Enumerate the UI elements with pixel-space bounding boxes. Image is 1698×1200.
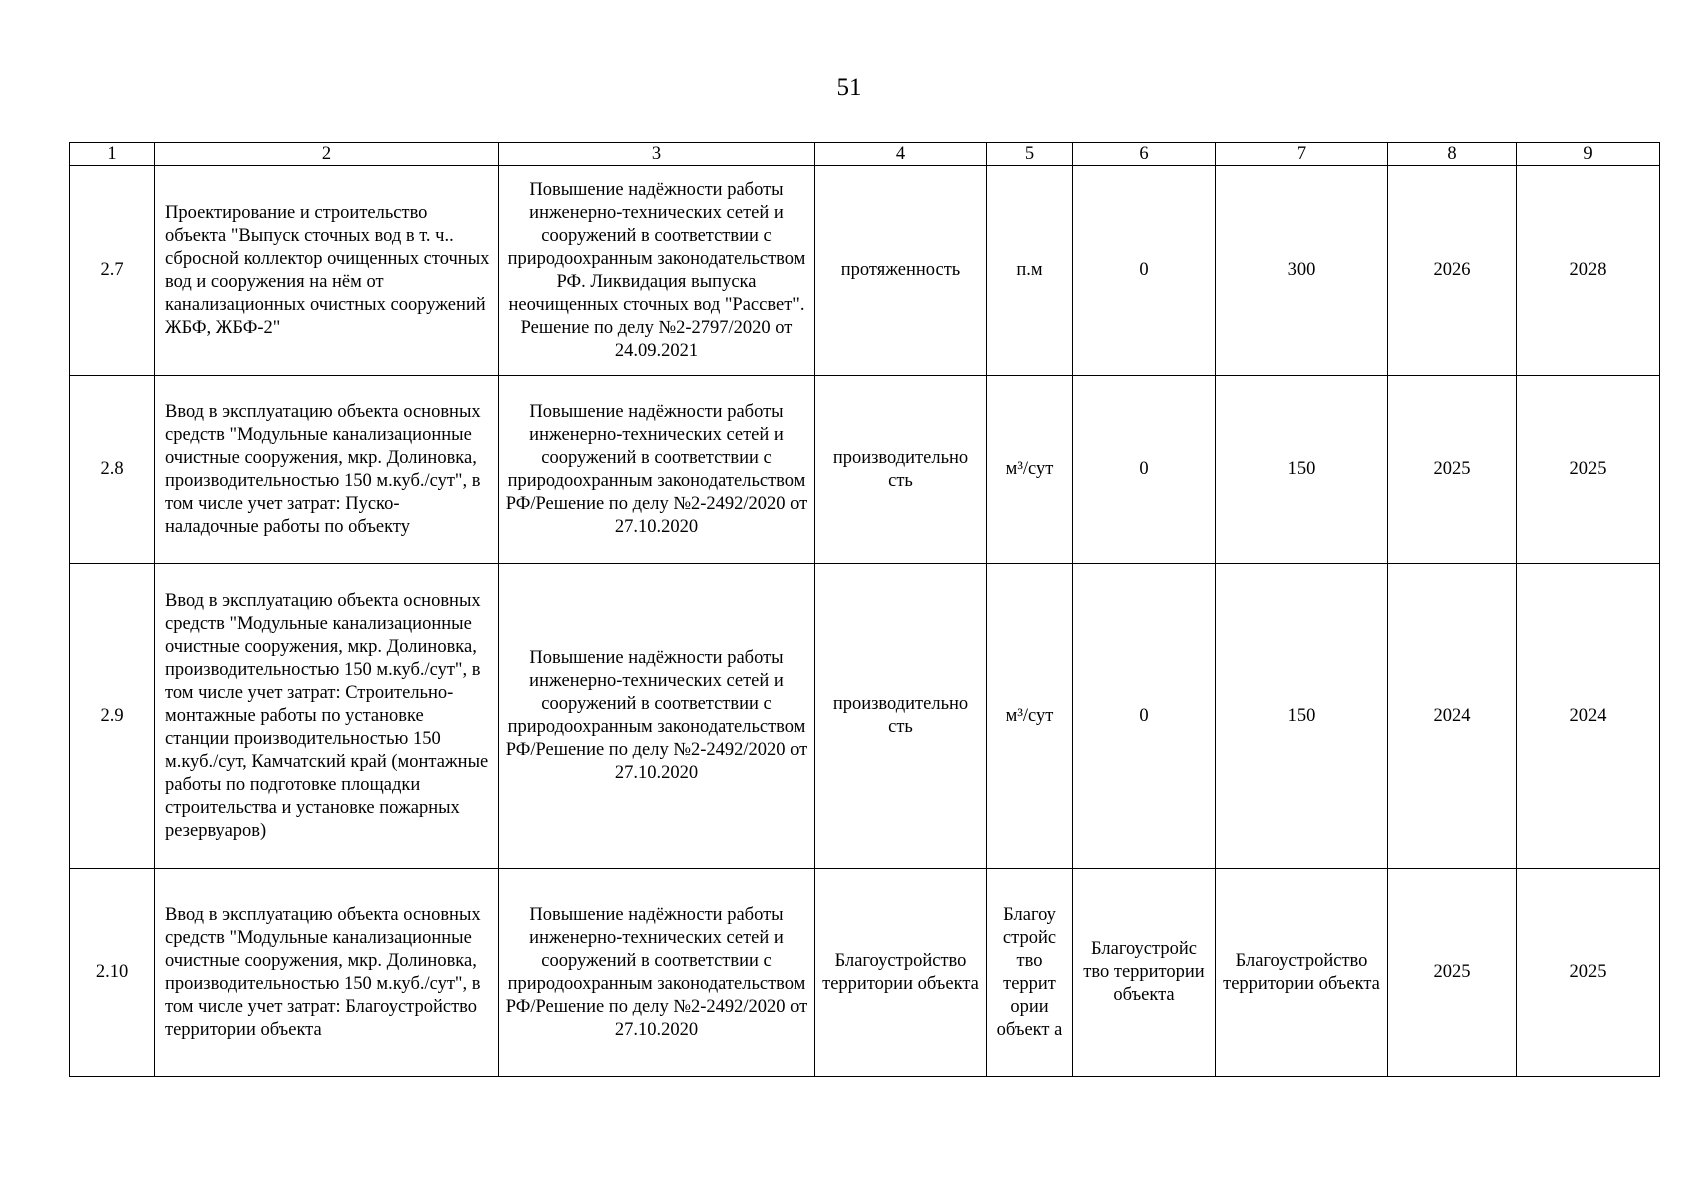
start-year: 2025 — [1388, 376, 1517, 564]
value-after: Благоустройство территории объекта — [1216, 869, 1388, 1077]
column-header: 1 — [70, 143, 155, 166]
row-number: 2.9 — [70, 564, 155, 869]
column-header: 4 — [815, 143, 987, 166]
value-before: 0 — [1073, 376, 1216, 564]
row-number: 2.7 — [70, 166, 155, 376]
unit: м³/сут — [987, 376, 1073, 564]
unit: м³/сут — [987, 564, 1073, 869]
measure-name: Ввод в эксплуатацию объекта основных средств "Модульные канализационные очистные сооружения, мкр. Долиновка, производительностью 150 м.куб./сут", в том числе учет затрат: Строительно- монтажные работы по установке станции производительностью 150 м.куб./сут, Камчатский край (монтажные работы по подготовке площадки строительства и установке пожарных резервуаров) — [155, 564, 499, 869]
page-number: 51 — [836, 74, 862, 101]
measure-name: Проектирование и строительство объекта "Выпуск сточных вод в т. ч.. сбросной коллектор очищенных сточных вод и сооружения на нём от канализационных очистных сооружений ЖБФ, ЖБФ-2" — [155, 166, 499, 376]
measure-purpose: Повышение надёжности работы инженерно-технических сетей и сооружений в соответствии с природоохранным законодательством РФ/Решение по делу №2-2492/2020 от 27.10.2020 — [499, 564, 815, 869]
end-year: 2025 — [1517, 376, 1660, 564]
measures-table — [69, 142, 1660, 1077]
value-before: Благоустройс тво территории объекта — [1073, 869, 1216, 1077]
indicator-name: Благоустройство территории объекта — [815, 869, 987, 1077]
end-year: 2028 — [1517, 166, 1660, 376]
table-row — [70, 564, 1660, 869]
measure-purpose: Повышение надёжности работы инженерно-технических сетей и сооружений в соответствии с природоохранным законодательством РФ/Решение по делу №2-2492/2020 от 27.10.2020 — [499, 376, 815, 564]
value-before: 0 — [1073, 564, 1216, 869]
indicator-name: протяженность — [815, 166, 987, 376]
indicator-name: производительно сть — [815, 376, 987, 564]
start-year: 2025 — [1388, 869, 1517, 1077]
column-header: 7 — [1216, 143, 1388, 166]
column-header: 6 — [1073, 143, 1216, 166]
start-year: 2024 — [1388, 564, 1517, 869]
column-header: 2 — [155, 143, 499, 166]
measure-purpose: Повышение надёжности работы инженерно-технических сетей и сооружений в соответствии с природоохранным законодательством РФ. Ликвидация выпуска неочищенных сточных вод "Рассвет". Решение по делу №2-2797/2020 от 24.09.2021 — [499, 166, 815, 376]
start-year: 2026 — [1388, 166, 1517, 376]
measure-purpose: Повышение надёжности работы инженерно-технических сетей и сооружений в соответствии с природоохранным законодательством РФ/Решение по делу №2-2492/2020 от 27.10.2020 — [499, 869, 815, 1077]
column-header: 5 — [987, 143, 1073, 166]
table-row — [70, 869, 1660, 1077]
column-header: 9 — [1517, 143, 1660, 166]
measure-name: Ввод в эксплуатацию объекта основных средств "Модульные канализационные очистные сооружения, мкр. Долиновка, производительностью 150 м.куб./сут", в том числе учет затрат: Пуско-наладочные работы по объекту — [155, 376, 499, 564]
unit: п.м — [987, 166, 1073, 376]
column-header: 3 — [499, 143, 815, 166]
table-row — [70, 166, 1660, 376]
value-before: 0 — [1073, 166, 1216, 376]
measure-name: Ввод в эксплуатацию объекта основных средств "Модульные канализационные очистные сооружения, мкр. Долиновка, производительностью 150 м.куб./сут", в том числе учет затрат: Благоустройство территории объекта — [155, 869, 499, 1077]
row-number: 2.8 — [70, 376, 155, 564]
column-header: 8 — [1388, 143, 1517, 166]
unit: Благоу стройс тво террит ории объект а — [987, 869, 1073, 1077]
value-after: 150 — [1216, 564, 1388, 869]
table-row — [70, 376, 1660, 564]
end-year: 2025 — [1517, 869, 1660, 1077]
value-after: 300 — [1216, 166, 1388, 376]
header-row — [70, 143, 1660, 166]
row-number: 2.10 — [70, 869, 155, 1077]
end-year: 2024 — [1517, 564, 1660, 869]
indicator-name: производительно сть — [815, 564, 987, 869]
value-after: 150 — [1216, 376, 1388, 564]
